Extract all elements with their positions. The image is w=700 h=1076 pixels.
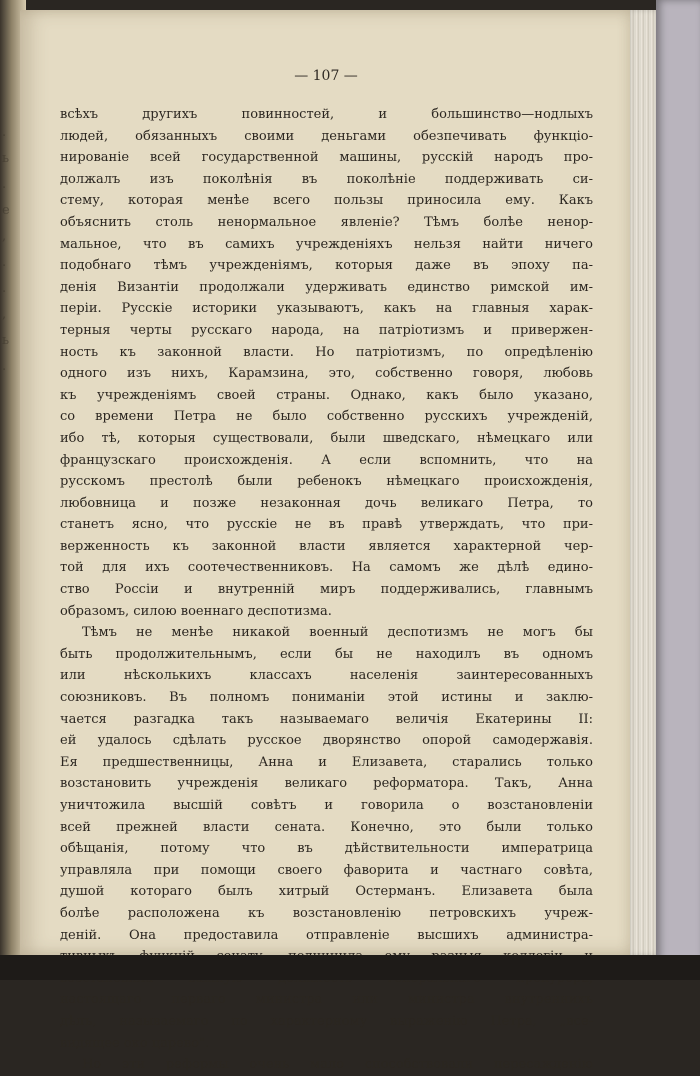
text-line: чается разгадка такъ называемаго величія Екатерины II: xyxy=(60,711,593,727)
text-line: одного изъ нихъ, Карамзина, это, собственно говоря, любовь xyxy=(60,366,593,382)
previous-page-text-fragments: . ь . е , . . , ь . xyxy=(2,125,10,374)
text-line: душой котораго былъ хитрый Остерманъ. Елизавета была xyxy=(60,884,593,900)
text-line: образомъ, силою военнаго деспотизма. xyxy=(60,603,332,619)
page-number: — 107 — xyxy=(294,68,358,84)
text-line: мальное, что въ самихъ учрежденіяхъ нельзя найти ничего xyxy=(60,236,593,252)
text-line: уничтожила высшій совѣтъ и говорила о возстановленіи xyxy=(60,798,593,813)
text-line: со времени Петра не было собственно русскихъ учрежденій, xyxy=(60,409,593,425)
text-line: ибо тѣ, которыя существовали, были шведскаго, нѣмецкаго или xyxy=(60,430,593,446)
text-line: Ея предшественницы, Анна и Елизавета, старались только xyxy=(60,754,593,770)
text-line: Тѣмъ не менѣе никакой военный деспотизмъ не могъ бы xyxy=(82,625,593,641)
text-line: денія Византіи продолжали удерживать единство римской им- xyxy=(60,279,593,295)
text-line: періи. Русскіе историки указываютъ, какъ на главныя харак- xyxy=(60,301,593,317)
text-line: къ учрежденіямъ своей страны. Однако, какъ было указано, xyxy=(60,387,593,403)
text-line: подобнаго тѣмъ учрежденіямъ, которыя даже въ эпоху па- xyxy=(60,258,593,274)
book-cover-edge xyxy=(656,0,700,980)
text-line: деній. Она предоставила отправленіе высшихъ администра- xyxy=(60,927,593,943)
text-line: настоящаго перваго министра или министра внутреннихъ xyxy=(60,992,593,1008)
text-line: верженность къ законной власти является характерной чер- xyxy=(60,538,593,554)
text-line: терныя черты русскаго народа, на патріотизмъ и привержен- xyxy=(60,322,593,338)
text-line: обѣщанія, потому что въ дѣйствительности императрица xyxy=(60,841,593,857)
text-line: той для ихъ соотечественниковъ. На самомъ же дѣлѣ едино- xyxy=(60,560,593,576)
text-line: людей, обязанныхъ своими деньгами обезпечивать функціо- xyxy=(60,128,593,144)
text-line: возстановить учрежденія великаго реформатора. Такъ, Анна xyxy=(60,776,593,792)
text-line: Но эти реформы очень мало способствовали пересажденію xyxy=(82,1057,593,1073)
text-line: болѣе расположена къ возстановленію петровскихъ учреж- xyxy=(60,905,593,921)
text-line: союзниковъ. Въ полномъ пониманіи этой истины и заклю- xyxy=(60,690,593,706)
text-line: всѣхъ другихъ повинностей, и большинство—нодлыхъ xyxy=(60,107,593,122)
book-page xyxy=(20,10,632,1073)
text-line: любовница и позже незаконная дочь великаго Петра, то xyxy=(60,495,593,511)
text-line: управляла при помощи своего фаворита и частнаго совѣта, xyxy=(60,862,593,878)
text-line: нированіе всей государственной машины, русскій народъ про- xyxy=(60,150,593,166)
page-body-text xyxy=(60,104,593,1076)
text-line: русскомъ престолѣ были ребенокъ нѣмецкаго происхожденія, xyxy=(60,474,593,490)
text-line: станетъ ясно, что русскіе не въ правѣ утверждать, что при- xyxy=(60,517,593,533)
text-line: должалъ изъ поколѣнія въ поколѣніе поддерживать си- xyxy=(60,171,593,187)
text-line: ство Россіи и внутренній миръ поддерживались, главнымъ xyxy=(60,582,593,598)
text-line: объяснить столь ненормальное явленіе? Тѣмъ болѣе ненор- xyxy=(60,214,593,230)
text-line: ность къ законной власти. Но патріотизмъ, по опредѣленію xyxy=(60,344,593,360)
text-line: или нѣсколькихъ классахъ населенія заинтересованныхъ xyxy=(60,668,593,684)
page-stack-edges xyxy=(630,10,658,955)
text-line: дѣлъ, называемаго по характерному выраженію Петра, „все- xyxy=(60,1013,593,1029)
text-line: всей прежней власти сената. Конечно, это были только xyxy=(60,819,593,835)
text-line: стему, которая менѣе всего пользы приносила ему. Какъ xyxy=(60,193,593,209)
text-line: французскаго происхожденія. А если вспомнить, что на xyxy=(60,452,593,468)
text-line: быть продолжительнымъ, если бы не находилъ въ одномъ xyxy=(60,646,593,662)
background-shadow xyxy=(0,955,700,980)
text-line: видящее око царево". xyxy=(60,1035,210,1051)
text-line: ей удалось сдѣлать русское дворянство опорой самодержавія. xyxy=(60,733,593,749)
